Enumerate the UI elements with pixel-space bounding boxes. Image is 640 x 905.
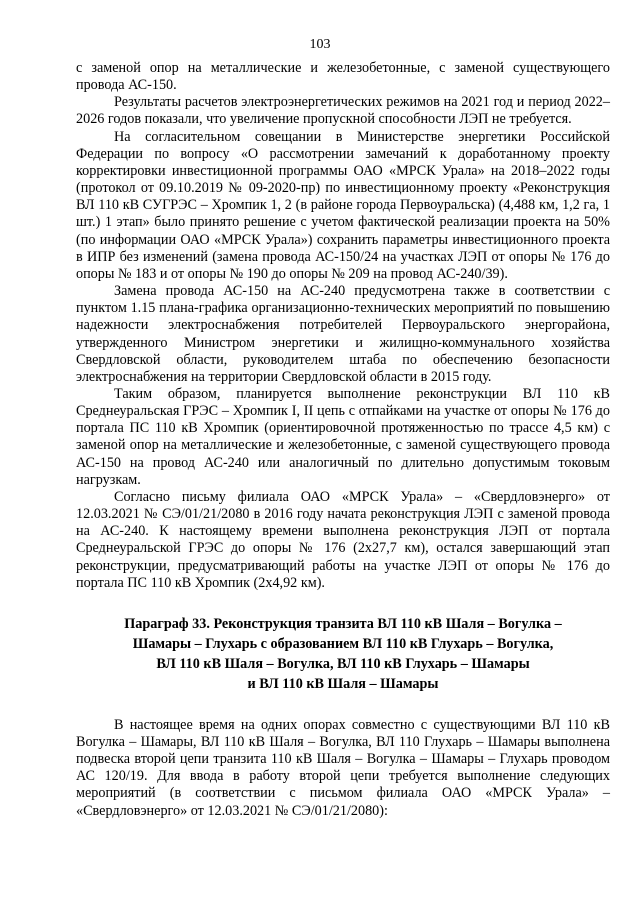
paragraph-branch-letter: Согласно письму филиала ОАО «МРСК Урала» – «Свердловэнерго» от 12.03.2021 № СЭ/01/21/2080 в 2016 году начата реконструкция ЛЭП с заменой провода на АС-240. К настоящему времени выполнена реконструкция ЛЭП от портала Среднеуральской ГРЭС до опоры № 176 (2х27,7 км), остался завершающий этап реконструкции, предусматривающий работы на участке ЛЭП от опоры № 176 до портала ПС 110 кВ Хромпик (2х4,92 км).	[76, 488, 610, 591]
heading-line: Шамары – Глухарь с образованием ВЛ 110 кВ Глухарь – Вогулка,	[132, 635, 554, 652]
document-body	[76, 60, 610, 820]
paragraph-planned-reconstruction: Таким образом, планируется выполнение реконструкции ВЛ 110 кВ Среднеуральская ГРЭС – Хромпик I, II цепь с отпайками на участке от опоры № 176 до портала ПС 110 кВ Хромпик (ориентировочной протяженностью по трассе 4,5 км) с заменой опор на металлические и железобетонные, с заменой существующего провода АС-150 на провод АС-240 или аналогичный по длительно допустимым токовым нагрузкам.	[76, 385, 610, 488]
heading-line: ВЛ 110 кВ Шаля – Вогулка, ВЛ 110 кВ Глухарь – Шамары	[156, 655, 530, 672]
paragraph-current-state: В настоящее время на одних опорах совместно с существующими ВЛ 110 кВ Вогулка – Шамары, ВЛ 110 кВ Шаля – Вогулка, ВЛ 110 Глухарь – Шамары выполнена подвеска второй цепи транзита 110 кВ Шаля – Вогулка – Шамары – Глухарь проводом АС 120/19. Для ввода в работу второй цепи требуется выполнение следующих мероприятий (в соответствии с письмом филиала ОАО «МРСК Урала» – «Свердловэнерго» от 12.03.2021 № СЭ/01/21/2080):	[76, 716, 610, 819]
page-number: 103	[309, 37, 331, 52]
paragraph-wire-replacement: Замена провода АС-150 на АС-240 предусмотрена также в соответствии с пунктом 1.15 плана-графика организационно-технических мероприятий по повышению надежности электроснабжения потребителей Первоуральского энергорайона, утвержденного Министром энергетики и жилищно-коммунального хозяйства Свердловской области, руководителем штаба по обеспечению безопасности электроснабжения на территории Свердловской области в 2015 году.	[76, 283, 610, 385]
paragraph-ministry-meeting: На согласительном совещании в Министерстве энергетики Российской Федерации по вопросу «О рассмотрении замечаний к доработанному проекту корректировки инвестиционной программы ОАО «МРСК Урала» на 2018–2022 годы (протокол от 09.10.2019 № 09-2020-пр) по инвестиционному проекту «Реконструкция ВЛ 110 кВ СУГРЭС – Хромпик 1, 2 (в районе города Первоуральска) (4,488 км, 1,2 га, 1 шт.) 1 этап» было принято решение с учетом фактической реализации проекта на 50% (по информации ОАО «МРСК Урала») сохранить параметры инвестиционного проекта в ИПР без изменений (замена провода АС-150/24 на участках ЛЭП от опоры № 176 до опоры № 183 и от опоры № 190 до опоры № 209 на провод АС-240/39).	[76, 128, 610, 282]
heading-line: и ВЛ 110 кВ Шаля – Шамары	[247, 675, 439, 692]
section-heading	[76, 614, 610, 694]
paragraph-calculation-results: Результаты расчетов электроэнергетических режимов на 2021 год и период 2022–2026 годов показали, что увеличение пропускной способности ЛЭП не требуется.	[76, 94, 610, 128]
paragraph-continuation: с заменой опор на металлические и железобетонные, с заменой существующего провода АС-150.	[76, 60, 610, 94]
heading-line: Параграф 33. Реконструкция транзита ВЛ 110 кВ Шаля – Вогулка –	[124, 615, 562, 632]
